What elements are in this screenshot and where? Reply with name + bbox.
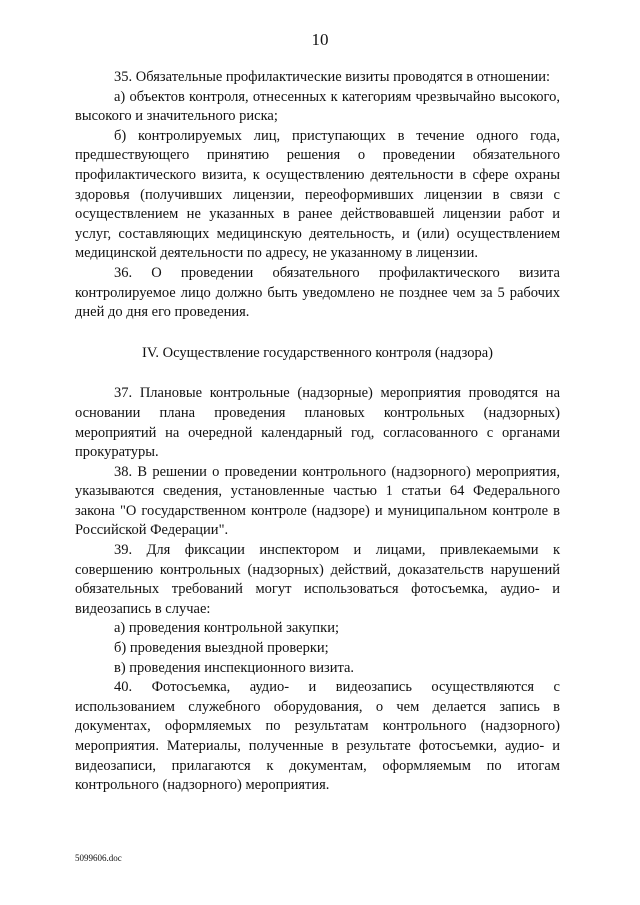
paragraph-39-b: б) проведения выездной проверки; [114,640,329,657]
paragraph-38: 38. В решении о проведении контрольного (надзорного) мероприятия, указываются сведения, установленные частью 1 статьи 64 Федерального закона "О государственном контроле (надзоре) и муниципальном контроле в Российской Федерации". [75,463,560,539]
paragraph-40: 40. Фотосъемка, аудио- и видеозапись осуществляются с использованием служебного оборудования, о чем делается запись в документах, оформляемых по результатам контрольного (надзорного) мероприятия. Материалы, полученные в результате фотосъемки, аудио- и видеозаписи, прилагаются к документам, оформляемым по итогам контрольного (надзорного) мероприятия. [75,679,560,794]
paragraph-35: 35. Обязательные профилактические визиты проводятся в отношении: [114,69,551,85]
footer-filename: 5099606.doc [75,853,122,863]
document-body [75,68,560,796]
paragraph-39-c: в) проведения инспекционного визита. [114,659,355,676]
paragraph-35-a: а) объектов контроля, отнесенных к категориям чрезвычайно высокого, высокого и значительного риска; [75,88,560,125]
paragraph-39-a: а) проведения контрольной закупки; [114,620,340,637]
section-heading: IV. Осуществление государственного контроля (надзора) [142,344,493,361]
paragraph-39: 39. Для фиксации инспектором и лицами, привлекаемыми к совершению контрольных (надзорных) действий, доказательств нарушений обязательных требований могут использоваться фотосъемка, аудио- и видеозапись в случае: [75,542,560,617]
page-number: 10 [311,30,329,49]
paragraph-36: 36. О проведении обязательного профилактического визита контролируемое лицо должно быть уведомлено не позднее чем за 5 рабочих дней до дня его проведения. [75,264,560,321]
paragraph-35-b: б) контролируемых лиц, приступающих в течение одного года, предшествующего принятию решения о проведении обязательного профилактического визита, к осуществлению деятельности в сфере охраны здоровья (получивших лицензии, переоформивших лицензии в связи с осуществлением не указанных в ранее действовавшей лицензии работ и услуг, составляющих медицинскую деятельность, и (или) осуществлением медицинской деятельности по адресу, не указанному в лицензии. [75,127,560,262]
paragraph-37: 37. Плановые контрольные (надзорные) мероприятия проводятся на основании плана проведения плановых контрольных (надзорных) мероприятий на очередной календарный год, согласованного с органами прокуратуры. [75,385,560,461]
